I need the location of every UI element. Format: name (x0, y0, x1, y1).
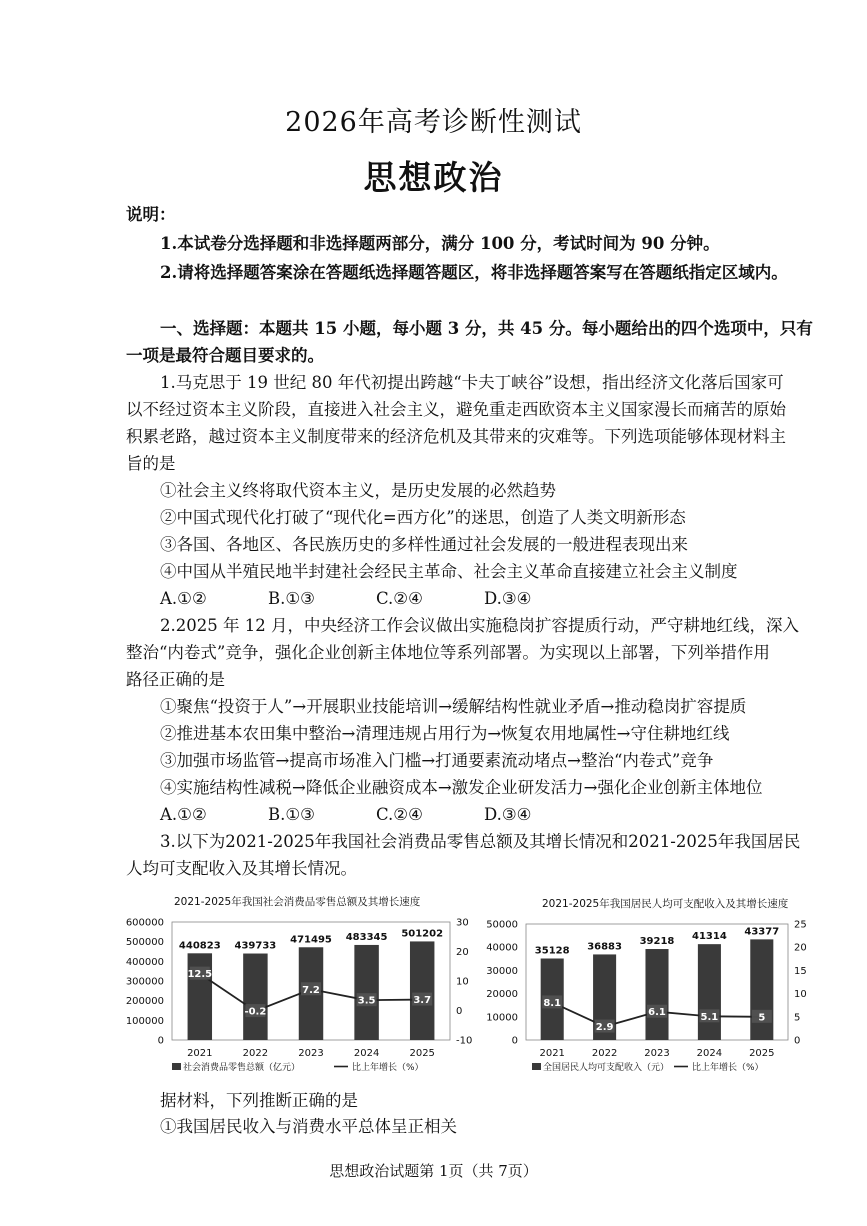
note-item-1: 1.本试卷分选择题和非选择题两部分，满分 100 分，考试时间为 90 分钟。 (160, 234, 720, 253)
bar (410, 941, 434, 1040)
x-tick-label: 2022 (242, 1048, 269, 1059)
legend-line-label: 比上年增长（%） (352, 1063, 424, 1073)
page-footer: 思想政治试题第 1页（共 7页） (329, 1162, 538, 1180)
growth-value-label: 2.9 (595, 1022, 614, 1034)
x-tick-label: 2023 (298, 1048, 324, 1059)
chart-title: 2021-2025年我国居民人均可支配收入及其增长速度 (542, 898, 789, 910)
x-tick-label: 2025 (749, 1048, 775, 1059)
q2-option: ①聚焦“投资于人”→开展职业技能培训→缓解结构性就业矛盾→推动稳岗扩容提质 (160, 697, 747, 716)
y-tick-left-label: 20000 (486, 989, 518, 1001)
q2-stem-line: 路径正确的是 (126, 670, 225, 689)
q2-option: ②推进基本农田集中整治→清理违规占用行为→恢复农用地属性→守住耕地红线 (160, 724, 730, 743)
y-tick-right-label: -10 (456, 1035, 473, 1047)
growth-value-label: 8.1 (543, 997, 562, 1009)
notes-heading: 说明： (126, 205, 176, 224)
income-chart-svg (478, 892, 830, 1082)
retail-sales-chart-svg (120, 892, 480, 1082)
chart-title: 2021-2025年我国社会消费品零售总额及其增长速度 (174, 896, 421, 908)
q1-stem-line: 旨的是 (126, 454, 176, 473)
y-tick-left-label: 0 (511, 1035, 518, 1047)
growth-value-label: 12.5 (187, 969, 213, 981)
bar-value-label: 41314 (692, 931, 727, 943)
bar (645, 949, 668, 1040)
legend-bar-label: 全国居民人均可支配收入（元） (543, 1063, 670, 1073)
y-tick-left-label: 100000 (125, 1015, 164, 1027)
q1-option: ②中国式现代化打破了“现代化=西方化”的迷思，创造了人类文明新形态 (160, 508, 686, 527)
q1-choice-a: A.①② (160, 589, 207, 608)
legend-bar-swatch (172, 1063, 181, 1070)
y-tick-right-label: 25 (794, 919, 807, 931)
y-tick-right-label: 20 (794, 942, 807, 954)
q3-prompt: 据材料，下列推断正确的是 (160, 1091, 358, 1110)
y-tick-left-label: 0 (157, 1035, 164, 1047)
q1-option: ④中国从半殖民地半封建社会经民主革命、社会主义革命直接建立社会主义制度 (160, 562, 738, 581)
q3-stem-line: 人均可支配收入及其增长情况。 (126, 859, 357, 878)
bar-value-label: 440823 (178, 940, 221, 952)
y-tick-left-label: 300000 (125, 976, 164, 988)
q2-choice-a: A.①② (160, 805, 207, 824)
growth-value-label: 3.5 (357, 995, 376, 1007)
growth-value-label: -0.2 (244, 1006, 267, 1018)
q3-stem-line: 3.以下为2021-2025年我国社会消费品零售总额及其增长情况和2021-2025年我国居民 (160, 832, 801, 851)
x-tick-label: 2022 (591, 1048, 618, 1059)
bar-value-label: 36883 (587, 941, 622, 953)
bar (698, 944, 721, 1040)
q1-stem-line: 1.马克思于 19 世纪 80 年代初提出跨越“卡夫丁峡谷”设想，指出经济文化落后国家可 (160, 373, 784, 392)
bar-value-label: 439733 (234, 940, 277, 952)
x-tick-label: 2021 (187, 1048, 213, 1059)
note-item-2: 2.请将选择题答案涂在答题纸选择题答题区，将非选择题答案写在答题纸指定区域内。 (160, 263, 788, 282)
x-tick-label: 2023 (644, 1048, 670, 1059)
growth-value-label: 5 (758, 1012, 766, 1024)
bar-value-label: 39218 (639, 936, 675, 948)
x-tick-label: 2025 (409, 1048, 435, 1059)
section1-heading-line1: 一、选择题：本题共 15 小题，每小题 3 分，共 45 分。每小题给出的四个选项中，只有 (160, 319, 813, 338)
q1-stem-line: 以不经过资本主义阶段，直接进入社会主义，避免重走西欧资本主义国家漫长而痛苦的原始 (126, 400, 786, 419)
subject-title: 思想政治 (363, 158, 504, 197)
y-tick-right-label: 5 (794, 1012, 801, 1024)
y-tick-right-label: 30 (456, 917, 469, 929)
y-tick-right-label: 0 (794, 1035, 801, 1047)
growth-value-label: 6.1 (648, 1007, 666, 1019)
y-tick-left-label: 200000 (125, 996, 164, 1008)
bar (243, 954, 267, 1040)
income-chart (478, 892, 830, 1082)
q2-stem-line: 整治“内卷式”竞争，强化企业创新主体地位等系列部署。为实现以上部署，下列举措作用 (126, 643, 770, 662)
q2-option: ③加强市场监管→提高市场准入门槛→打通要素流动堵点→整治“内卷式”竞争 (160, 751, 714, 770)
bar-value-label: 483345 (345, 931, 388, 943)
bar-value-label: 35128 (534, 945, 570, 957)
x-tick-label: 2024 (353, 1048, 380, 1059)
y-tick-left-label: 10000 (486, 1012, 518, 1024)
q2-choice-d: D.③④ (484, 805, 532, 824)
y-tick-left-label: 500000 (125, 937, 164, 949)
growth-value-label: 5.1 (700, 1011, 719, 1023)
q2-option: ④实施结构性减税→降低企业融资成本→激发企业研发活力→强化企业创新主体地位 (160, 778, 763, 797)
bar (354, 945, 378, 1040)
q2-choice-b: B.①③ (268, 805, 315, 824)
q1-stem-line: 积累老路，越过资本主义制度带来的经济危机及其带来的灾难等。下列选项能够体现材料主 (126, 427, 786, 446)
bar-value-label: 471495 (290, 934, 332, 946)
y-tick-right-label: 15 (794, 965, 807, 977)
y-tick-right-label: 20 (456, 947, 469, 958)
bar-value-label: 43377 (744, 926, 780, 938)
legend-bar-label: 社会消费品零售总额（亿元） (183, 1063, 301, 1073)
q1-choice-c: C.②④ (376, 589, 423, 608)
section1-heading-line2: 一项是最符合题目要求的。 (126, 346, 324, 365)
growth-value-label: 3.7 (413, 995, 432, 1007)
retail-sales-chart (120, 892, 480, 1082)
growth-value-label: 7.2 (302, 984, 320, 996)
exam-title: 2026年高考诊断性测试 (285, 107, 582, 138)
legend-bar-swatch (532, 1063, 541, 1070)
y-tick-right-label: 10 (794, 989, 807, 1001)
q1-option: ①社会主义终将取代资本主义，是历史发展的必然趋势 (160, 481, 556, 500)
bar-value-label: 501202 (401, 928, 444, 940)
q1-choice-b: B.①③ (268, 589, 315, 608)
y-tick-left-label: 30000 (486, 965, 518, 977)
y-tick-right-label: 0 (456, 1006, 463, 1017)
y-tick-right-label: 10 (456, 976, 469, 988)
x-tick-label: 2021 (539, 1048, 565, 1059)
q1-choice-d: D.③④ (484, 589, 532, 608)
y-tick-left-label: 50000 (486, 919, 518, 931)
legend-line-label: 比上年增长（%） (692, 1063, 764, 1073)
y-tick-left-label: 40000 (486, 942, 518, 954)
q3-option: ①我国居民收入与消费水平总体呈正相关 (160, 1117, 457, 1136)
q2-stem-line: 2.2025 年 12 月，中央经济工作会议做出实施稳岗扩容提质行动，严守耕地红线，深入 (160, 616, 799, 635)
y-tick-left-label: 600000 (125, 917, 164, 929)
bar (750, 939, 773, 1040)
y-tick-left-label: 400000 (125, 956, 164, 968)
x-tick-label: 2024 (696, 1048, 723, 1059)
q2-choice-c: C.②④ (376, 805, 423, 824)
q1-option: ③各国、各地区、各民族历史的多样性通过社会发展的一般进程表现出来 (160, 535, 688, 554)
bar (188, 953, 212, 1040)
